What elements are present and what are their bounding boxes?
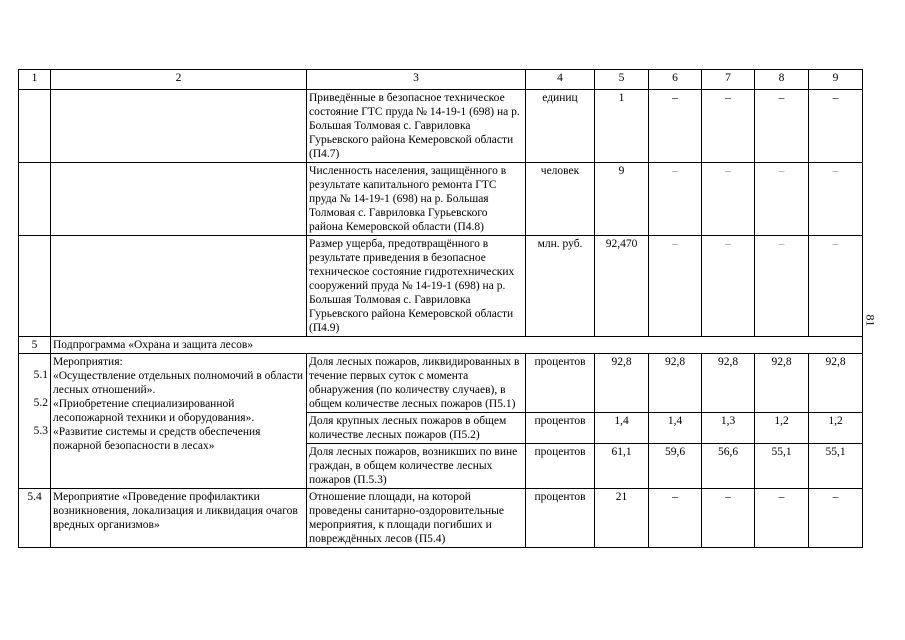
value-cell: –: [702, 90, 755, 163]
unit-cell: человек: [526, 163, 595, 236]
value-cell: 1,2: [809, 413, 863, 444]
section-title: [51, 337, 863, 354]
header-cell: 8: [755, 70, 809, 90]
value-cell: 92,8: [755, 354, 809, 413]
value-cell: 1: [595, 90, 649, 163]
measure-text: «Развитие системы и средств обеспечения пожарной безопасности в лесах»: [53, 426, 261, 452]
measure-cell: [51, 163, 307, 236]
value-cell: –: [755, 489, 809, 548]
unit-cell: процентов: [526, 413, 595, 444]
value-cell: 55,1: [755, 444, 809, 489]
value-cell: –: [809, 489, 863, 548]
header-cell: 2: [51, 70, 307, 90]
unit-cell: процентов: [526, 354, 595, 413]
measure-cell: [51, 354, 307, 489]
table-row: [19, 163, 863, 236]
row-number-cell: [19, 163, 51, 236]
value-cell: –: [755, 90, 809, 163]
header-cell: 9: [809, 70, 863, 90]
measure-number: 5.1: [33, 369, 48, 381]
table-row: [19, 236, 863, 337]
measure-cell: [51, 90, 307, 163]
section-title-text: Подпрограмма «Охрана и защита лесов»: [53, 339, 254, 351]
section-number: 5: [19, 337, 51, 354]
table-row: [19, 354, 863, 413]
value-cell: –: [809, 236, 863, 337]
value-cell: –: [755, 163, 809, 236]
header-cell: 7: [702, 70, 755, 90]
measure-text: «Приобретение специализированной лесопожарной техники и оборудования».: [53, 398, 255, 424]
value-cell: 92,8: [595, 354, 649, 413]
measure-cell: [51, 236, 307, 337]
unit-cell: процентов: [526, 489, 595, 548]
indicator-cell: Приведённые в безопасное техническое состояние ГТС пруда № 14-19-1 (698) на р. Большая Толмовая с. Гавриловка Гурьевского района Кемеровской области (П4.7): [307, 90, 526, 163]
value-cell: 21: [595, 489, 649, 548]
section-row: [19, 337, 863, 354]
value-cell: 59,6: [649, 444, 702, 489]
value-cell: –: [702, 236, 755, 337]
header-row: [19, 70, 863, 90]
value-cell: 1,4: [649, 413, 702, 444]
row-number-cell: [19, 90, 51, 163]
unit-cell: млн. руб.: [526, 236, 595, 337]
value-cell: –: [809, 90, 863, 163]
header-cell: 5: [595, 70, 649, 90]
value-cell: –: [649, 163, 702, 236]
indicator-cell: Доля лесных пожаров, ликвидированных в течение первых суток с момента обнаружения (по количеству случаев), в общем количестве лесных пожаров (П5.1): [307, 354, 526, 413]
page-number: 81: [863, 314, 878, 327]
value-cell: 9: [595, 163, 649, 236]
header-cell: 6: [649, 70, 702, 90]
measure-cell: Мероприятие «Проведение профилактики возникновения, локализация и ликвидация очагов вредных организмов»: [51, 489, 307, 548]
measures-heading: Мероприятия:: [53, 356, 123, 368]
header-cell: 1: [19, 70, 51, 90]
value-cell: –: [702, 163, 755, 236]
value-cell: –: [649, 236, 702, 337]
indicator-cell: Доля крупных лесных пожаров в общем количестве лесных пожаров (П5.2): [307, 413, 526, 444]
value-cell: 92,8: [649, 354, 702, 413]
indicator-cell: Доля лесных пожаров, возникших по вине граждан, в общем количестве лесных пожаров (П.5.3): [307, 444, 526, 489]
unit-cell: процентов: [526, 444, 595, 489]
table-row: [19, 90, 863, 163]
header-cell: 4: [526, 70, 595, 90]
indicator-cell: Численность населения, защищённого в результате капитального ремонта ГТС пруда № 14-19-1 (698) на р. Большая Толмовая с. Гавриловка Гурьевского района Кемеровской области (П4.8): [307, 163, 526, 236]
table-row: [19, 489, 863, 548]
value-cell: –: [809, 163, 863, 236]
value-cell: 1,2: [755, 413, 809, 444]
value-cell: 1,4: [595, 413, 649, 444]
indicator-cell: Отношение площади, на которой проведены санитарно-оздоровительные мероприятия, к площади погибших и повреждённых лесов (П5.4): [307, 489, 526, 548]
measure-numbers-cell: [19, 354, 51, 489]
indicators-table: [18, 69, 863, 548]
indicator-cell: Размер ущерба, предотвращённого в результате приведения в безопасное техническое состояние гидротехнических сооружений пруда № 14-19-1 (698) на р. Большая Толмовая с. Гавриловка Гурьевского района Кемеровской области (П4.9): [307, 236, 526, 337]
value-cell: –: [649, 489, 702, 548]
value-cell: 92,8: [702, 354, 755, 413]
row-number-cell: 5.4: [19, 489, 51, 548]
measure-text: «Осуществление отдельных полномочий в области лесных отношений».: [53, 370, 304, 396]
header-cell: 3: [307, 70, 526, 90]
value-cell: 92,8: [809, 354, 863, 413]
value-cell: –: [649, 90, 702, 163]
value-cell: 61,1: [595, 444, 649, 489]
value-cell: 92,470: [595, 236, 649, 337]
value-cell: 1,3: [702, 413, 755, 444]
value-cell: –: [702, 489, 755, 548]
unit-cell: единиц: [526, 90, 595, 163]
value-cell: 55,1: [809, 444, 863, 489]
value-cell: 56,6: [702, 444, 755, 489]
value-cell: –: [755, 236, 809, 337]
row-number-cell: [19, 236, 51, 337]
measure-number: 5.3: [33, 425, 48, 437]
measure-number: 5.2: [33, 397, 48, 409]
